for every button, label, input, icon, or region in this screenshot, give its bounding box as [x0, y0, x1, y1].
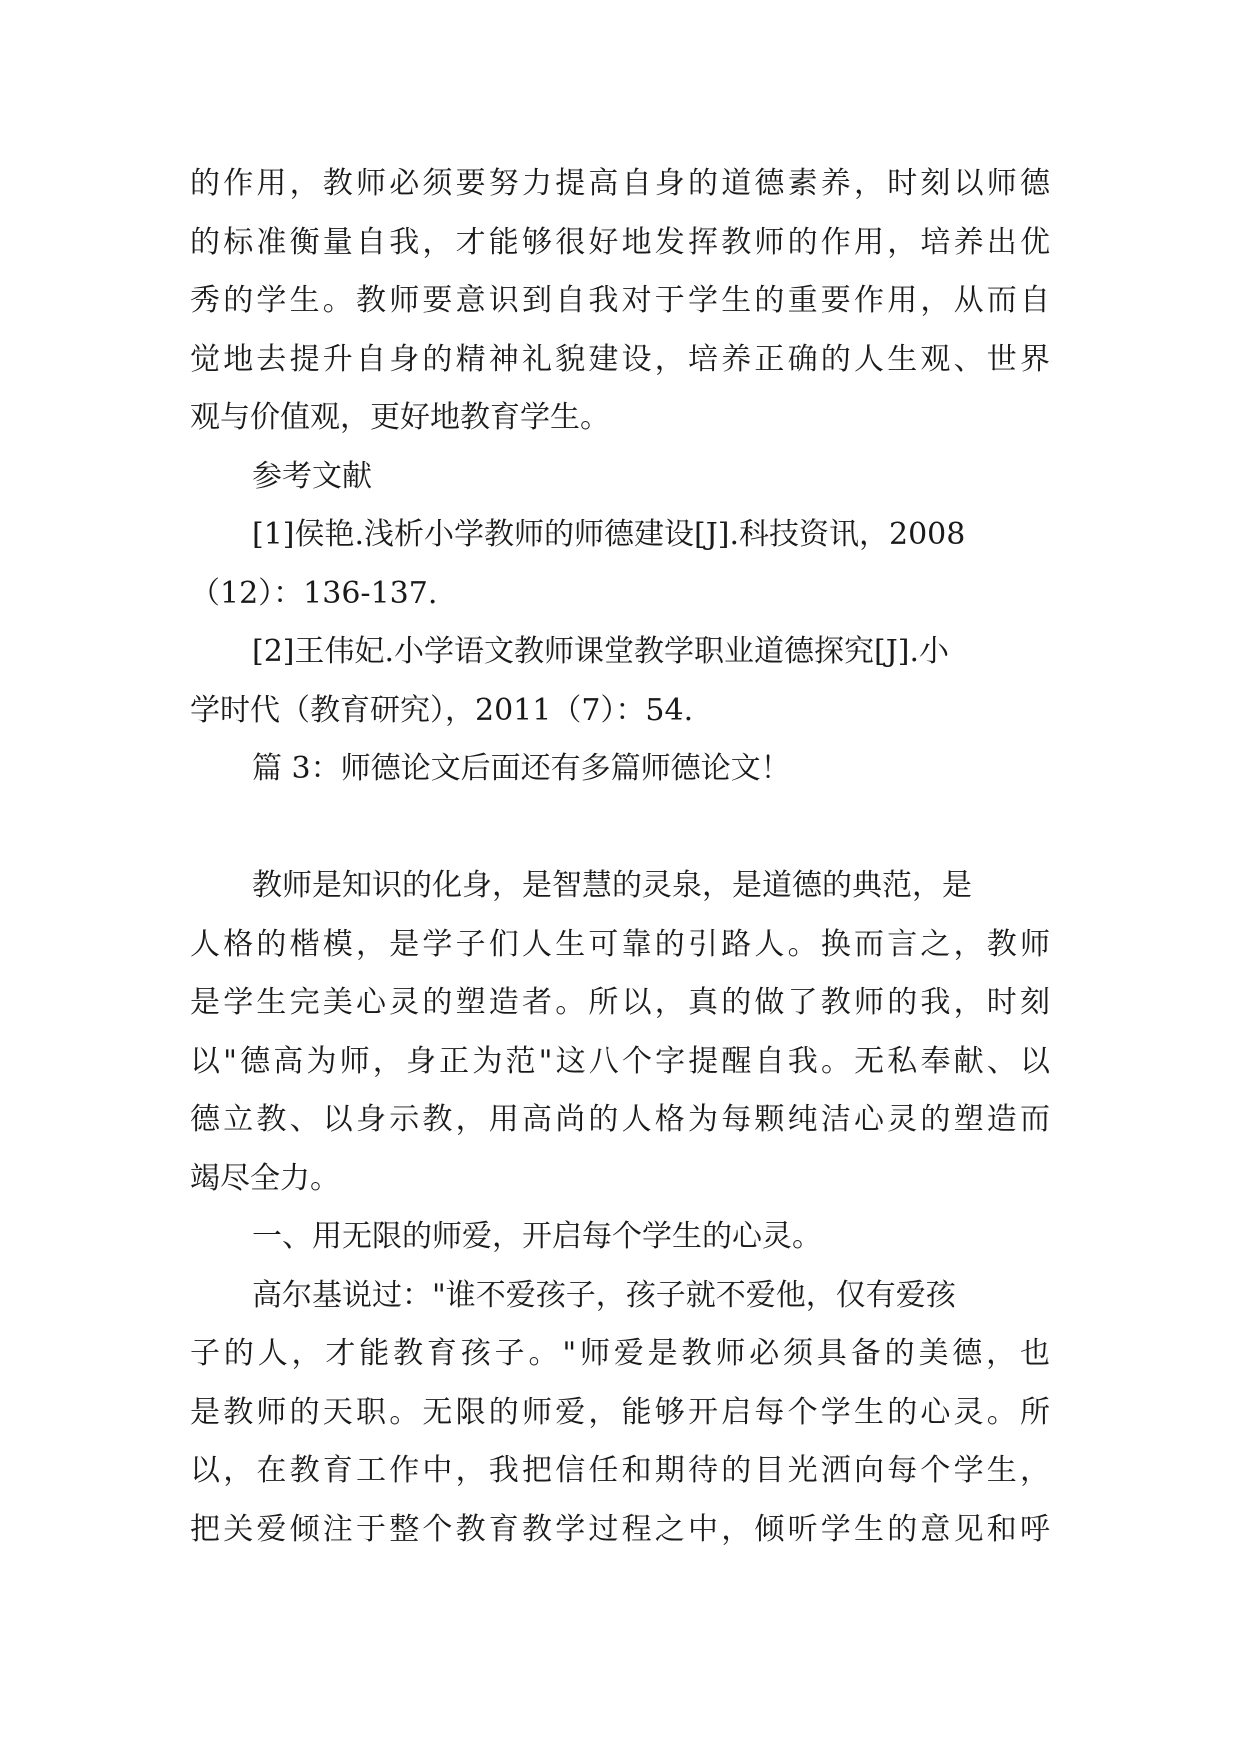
- paragraph-line: 是教师的天职。无限的师爱，能够开启每个学生的心灵。所: [190, 1394, 1050, 1430]
- reference-1-line: （12）：136-137.: [190, 575, 438, 611]
- paragraph-line: 的作用，教师必须要努力提高自身的道德素养，时刻以师德: [190, 166, 1050, 201]
- paragraph-line: 以"德高为师，身正为范"这八个字提醒自我。无私奉献、以: [190, 1043, 1050, 1079]
- paragraph-line: 以，在教育工作中，我把信任和期待的目光洒向每个学生，: [190, 1453, 1050, 1488]
- reference-2-line: [2]王伟妃.小学语文教师课堂教学职业道德探究[J].小: [252, 634, 950, 669]
- paragraph-line: 的标准衡量自我，才能够很好地发挥教师的作用，培养出优: [190, 224, 1050, 260]
- reference-1-line: [1]侯艳.浅析小学教师的师德建设[J].科技资讯，2008: [252, 517, 966, 552]
- paragraph-line: 子的人，才能教育孩子。"师爱是教师必须具备的美德，也: [190, 1336, 1050, 1371]
- document-body: [190, 155, 1050, 1559]
- references-heading: 参考文献: [252, 458, 372, 494]
- reference-2-line: 学时代（教育研究），2011（7）：54.: [190, 692, 694, 728]
- paragraph-line: 教师是知识的化身，是智慧的灵泉，是道德的典范，是: [252, 868, 972, 903]
- paragraph-line: 觉地去提升自身的精神礼貌建设，培养正确的人生观、世界: [190, 341, 1050, 377]
- subsection-heading: 一、用无限的师爱，开启每个学生的心灵。: [252, 1219, 822, 1254]
- paragraph-line: 德立教、以身示教，用高尚的人格为每颗纯洁心灵的塑造而: [190, 1102, 1050, 1137]
- blank-line: [190, 799, 1050, 858]
- paragraph-line: 是学生完美心灵的塑造者。所以，真的做了教师的我，时刻: [190, 985, 1050, 1020]
- paragraph-line: 高尔基说过："谁不爱孩子，孩子就不爱他，仅有爱孩: [252, 1277, 956, 1313]
- paragraph-line: 竭尽全力。: [190, 1160, 340, 1196]
- paragraph-line: 人格的楷模，是学子们人生可靠的引路人。换而言之，教师: [190, 926, 1050, 962]
- paragraph-line: 观与价值观，更好地教育学生。: [190, 400, 610, 435]
- section-heading: 篇 3：师德论文后面还有多篇师德论文！: [252, 751, 791, 786]
- paragraph-line: 秀的学生。教师要意识到自我对于学生的重要作用，从而自: [190, 283, 1050, 318]
- paragraph-line: 把关爱倾注于整个教育教学过程之中，倾听学生的意见和呼: [190, 1511, 1050, 1547]
